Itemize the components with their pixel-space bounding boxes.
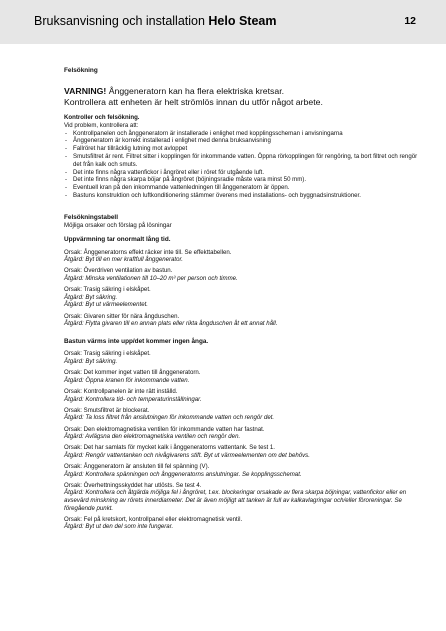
action-text: Åtgärd: Byt till en mer kraftfull ånggenerator. bbox=[64, 256, 183, 264]
action-text: Åtgärd: Kontrollera och åtgärda möjliga fel i ångröret, t.ex. blockeringar orsakade av flera skarpa böjningar, vattenfickor eller en avsevärd minskning av rörets innerdiameter. Det är även möjligt att tanken är full av kalkavlagringar och/eller föroreningar. Se föregående punkt. bbox=[64, 489, 407, 512]
warning-block bbox=[64, 86, 420, 108]
action-text: Åtgärd: Avlägsna den elektromagnetiska ventilen och rengör den. bbox=[64, 433, 241, 441]
troubleshooting-table bbox=[64, 230, 420, 531]
table-subtitle: Möjliga orsaker och förslag på lösningar bbox=[64, 221, 172, 229]
table-title: Felsökningstabell bbox=[64, 213, 118, 221]
table-row bbox=[64, 444, 420, 459]
warning-text-1: Ånggeneratorn kan ha flera elektriska kretsar. bbox=[106, 86, 285, 96]
table-row bbox=[64, 313, 420, 328]
cause-text: Orsak: Trasig säkring i elskåpet. bbox=[64, 286, 151, 294]
action-text: Åtgärd: Minska ventilationen till 10–20 m³ per person och timme. bbox=[64, 275, 238, 283]
cause-text: Orsak: Fel på kretskort, kontrollpanel eller elektromagnetisk ventil. bbox=[64, 515, 243, 523]
table-row bbox=[64, 249, 420, 264]
cause-text: Orsak: Det kommer inget vatten till ånggeneratorn. bbox=[64, 369, 201, 377]
document-title-regular: Bruksanvisning och installation bbox=[34, 14, 209, 28]
cause-text: Orsak: Ånggeneratorns effekt räcker inte till. Se effekttabellen. bbox=[64, 248, 232, 256]
list-item: - Ånggeneratorn är korrekt installerad i enlighet med denna bruksanvisning bbox=[64, 137, 420, 145]
table-row bbox=[64, 407, 420, 422]
check-list bbox=[64, 130, 420, 200]
cause-text: Orsak: Givaren sitter för nära ångduschen. bbox=[64, 312, 180, 320]
cause-text: Orsak: Överhettningsskyddet har utlösts. Se test 4. bbox=[64, 481, 202, 489]
check-title: Kontroller och felsökning. bbox=[64, 114, 140, 122]
table-row bbox=[64, 463, 420, 478]
action-text: Åtgärd: Byt ut den del som inte fungerar. bbox=[64, 523, 174, 531]
table-row bbox=[64, 350, 420, 365]
action-text: Åtgärd: Ta loss filtret från anslutningen för inkommande vatten och rengör det. bbox=[64, 414, 275, 422]
warning-text-2: Kontrollera att enheten är helt strömlös innan du utför något arbete. bbox=[64, 96, 323, 107]
list-item: - Kontrollpanelen och ånggeneratorn är installerade i enlighet med kopplingsscheman i anvisningarna bbox=[64, 130, 420, 138]
cause-text: Orsak: Det har samlats för mycket kalk i ånggeneratorns vattentank. Se test 1. bbox=[64, 444, 276, 452]
action-text: Åtgärd: Kontrollera tid- och temperaturinställningar. bbox=[64, 395, 202, 403]
warning-label: VARNING! bbox=[64, 86, 107, 96]
table-row bbox=[64, 426, 420, 441]
action-text: Åtgärd: Kontrollera spänningen och ånggeneratorns anslutningar. Se kopplingsschemat. bbox=[64, 470, 302, 478]
section-title: Felsökning bbox=[64, 67, 98, 74]
table-row bbox=[64, 267, 420, 282]
check-intro: Vid problem, kontrollera att: bbox=[64, 121, 139, 129]
table-row bbox=[64, 482, 420, 512]
action-text: Åtgärd: Öppna kranen för inkommande vatten. bbox=[64, 376, 190, 384]
cause-text: Orsak: Trasig säkring i elskåpet. bbox=[64, 350, 151, 358]
document-title-product: Helo Steam bbox=[208, 14, 277, 28]
page-header bbox=[0, 0, 446, 44]
list-item: - Eventuell kran på den inkommande vattenledningen till ånggeneratorn är öppen. bbox=[64, 184, 420, 192]
document-title bbox=[34, 14, 277, 28]
table-row bbox=[64, 286, 420, 309]
cause-text: Orsak: Den elektromagnetiska ventilen för inkommande vatten har fastnat. bbox=[64, 425, 265, 433]
action-text: Åtgärd: Flytta givaren till en annan plats eller rikta ångduschen åt ett annat håll. bbox=[64, 320, 278, 328]
list-item: - Fallröret har tillräcklig lutning mot avloppet bbox=[64, 145, 420, 153]
cause-text: Orsak: Kontrollpanelen är inte rätt inställd. bbox=[64, 387, 178, 395]
page-number: 12 bbox=[404, 15, 416, 27]
table-row bbox=[64, 516, 420, 531]
list-item: - Smutsfiltret är rent. Filtret sitter i kopplingen för inkommande vatten. Öppna rörkopplingen för rengöring, ta bort filtret och rengör det från kalk och smuts. bbox=[64, 153, 420, 169]
action-text: Åtgärd: Byt säkring. Åtgärd: Byt ut värmeelementet. bbox=[64, 293, 148, 309]
cause-text: Orsak: Överdriven ventilation av bastun. bbox=[64, 267, 173, 275]
warning-line-1 bbox=[64, 86, 420, 97]
cause-text: Orsak: Smutsfiltret är blockerat. bbox=[64, 406, 150, 414]
group-title: Uppvärmning tar onormalt lång tid. bbox=[64, 236, 171, 244]
action-text: Åtgärd: Byt säkring. bbox=[64, 357, 118, 365]
table-row bbox=[64, 369, 420, 384]
list-item: - Det inte finns några skarpa böjar på ångröret (böjningsradie måste vara minst 50 mm). bbox=[64, 176, 420, 184]
list-item: - Bastuns konstruktion och luftkonditionering stämmer överens med installations- och byggnadsinstruktioner. bbox=[64, 192, 420, 200]
group-title: Bastun värms inte upp/det kommer ingen ånga. bbox=[64, 337, 209, 345]
action-text: Åtgärd: Rengör vattentanken och nivågivarens stift. Byt ut värmeelementen om det behövs. bbox=[64, 451, 310, 459]
table-row bbox=[64, 388, 420, 403]
cause-text: Orsak: Ånggeneratorn är ansluten till fel spänning (V). bbox=[64, 463, 210, 471]
list-item: - Det inte finns några vattenfickor i ångröret eller i röret för utgående luft. bbox=[64, 169, 420, 177]
page-content bbox=[64, 67, 420, 535]
